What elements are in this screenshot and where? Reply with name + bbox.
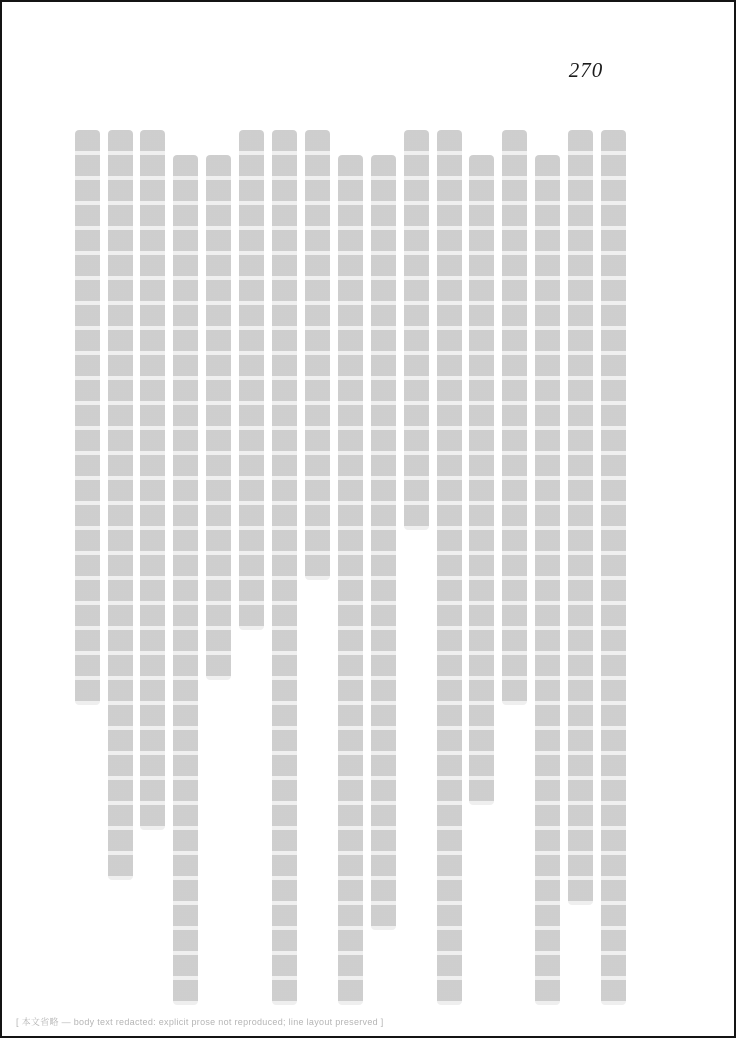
redacted-text-line-12-continuation — [239, 130, 264, 630]
redacted-text-line-15-continuation — [140, 130, 165, 830]
redacted-text-line-6-dialogue — [437, 130, 462, 1005]
redacted-text-line-7-continuation — [404, 130, 429, 530]
redacted-text-line-2-continuation — [568, 130, 593, 905]
redacted-text-line-14-narration — [173, 155, 198, 1005]
page-number: 270 — [568, 58, 604, 82]
redaction-note: [ 本文省略 — body text redacted: explicit prose not reproduced; line layout preserved ] — [16, 1017, 384, 1027]
redacted-text-line-8-narration — [371, 155, 396, 930]
redacted-text-line-3-narration — [535, 155, 560, 1005]
redacted-text-line-16-dialogue — [108, 130, 133, 880]
redacted-text-line-13-thought — [206, 155, 231, 680]
redacted-text-line-9-narration — [338, 155, 363, 1005]
redacted-text-line-10-continuation — [305, 130, 330, 580]
redacted-text-line-11-dialogue — [272, 130, 297, 1005]
redacted-text-line-4-continuation — [502, 130, 527, 705]
redacted-text-line-17-dialogue — [75, 130, 100, 705]
redacted-text-line-1-dialogue — [601, 130, 626, 1005]
redacted-text-line-5-thought — [469, 155, 494, 805]
